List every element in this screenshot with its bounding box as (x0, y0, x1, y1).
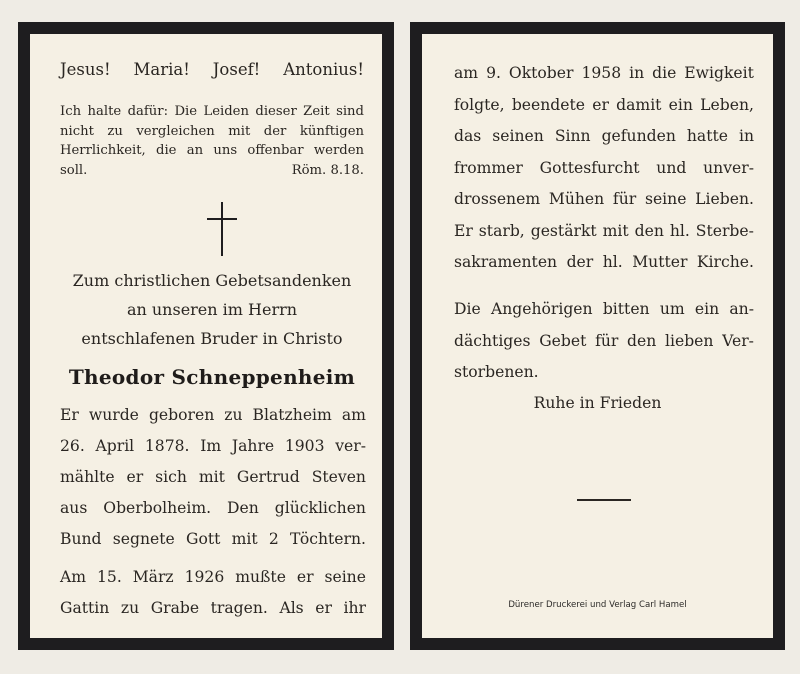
scripture-last-line (60, 161, 364, 181)
printer-credit: Dürener Druckerei und Verlag Carl Hamel (508, 600, 687, 610)
text-line: Gattin zu Grabe tragen. Als er ihr (60, 599, 366, 617)
invocation-maria: Maria! (133, 60, 190, 79)
text-line: am 9. Oktober 1958 in die Ewigkeit (454, 64, 754, 82)
text-line: Er starb, gestärkt mit den hl. Sterbe- (454, 221, 754, 240)
text-line: drossenem Mühen für seine Lieben. (454, 190, 754, 208)
text-line: frommer Gottesfurcht und unver- (454, 158, 754, 177)
text-line: Die Angehörigen bitten um ein an- (454, 300, 754, 318)
right-page (410, 22, 785, 650)
invocation-antonius: Antonius! (283, 60, 364, 79)
left-page (18, 22, 394, 650)
text-line: das seinen Sinn gefunden hatte in (454, 127, 754, 145)
scripture-line: Herrlichkeit, die an uns offenbar werden (60, 143, 364, 158)
deceased-name: Theodor Schneppenheim (68, 365, 356, 389)
scripture-line: nicht zu vergleichen mit der künftigen (60, 123, 364, 139)
text-line: sakramenten der hl. Mutter Kirche. (454, 253, 754, 271)
scripture-reference: Röm. 8.18. (291, 162, 364, 178)
text-line: storbenen. (454, 363, 539, 381)
scripture-last-word: soll. (60, 162, 88, 178)
prayer-request (454, 294, 754, 389)
closing-phrase: Ruhe in Frieden (533, 394, 662, 412)
text-line: 26. April 1878. Im Jahre 1903 ver- (60, 437, 366, 455)
invocation-josef: Josef! (212, 60, 261, 79)
text-line: aus Oberbolheim. Den glücklichen (60, 499, 366, 517)
invocation-jesus: Jesus! (60, 60, 111, 79)
cross-icon (207, 202, 237, 256)
text-line: Bund segnete Gott mit 2 Töchtern. (60, 530, 366, 548)
biography-part-1 (60, 400, 366, 555)
scripture-quote (60, 102, 364, 178)
invocation (60, 60, 364, 79)
dedication-line: an unseren im Herrn (126, 300, 298, 319)
text-line: folgte, beendete er damit ein Leben, (454, 95, 754, 114)
dedication-line: entschlafenen Bruder in Christo (81, 329, 343, 348)
scripture-line: Ich halte dafür: Die Leiden dieser Zeit sind (60, 104, 364, 119)
dedication (40, 266, 384, 353)
dedication-line: Zum christlichen Gebetsandenken (72, 271, 352, 290)
text-line: Am 15. März 1926 mußte er seine (60, 568, 366, 586)
divider (577, 499, 631, 501)
death-text (454, 58, 754, 279)
biography-part-2 (60, 562, 366, 624)
text-line: Er wurde geboren zu Blatzheim am (60, 406, 366, 424)
text-line: dächtiges Gebet für den lieben Ver- (454, 331, 754, 350)
text-line: mählte er sich mit Gertrud Steven (60, 468, 366, 486)
